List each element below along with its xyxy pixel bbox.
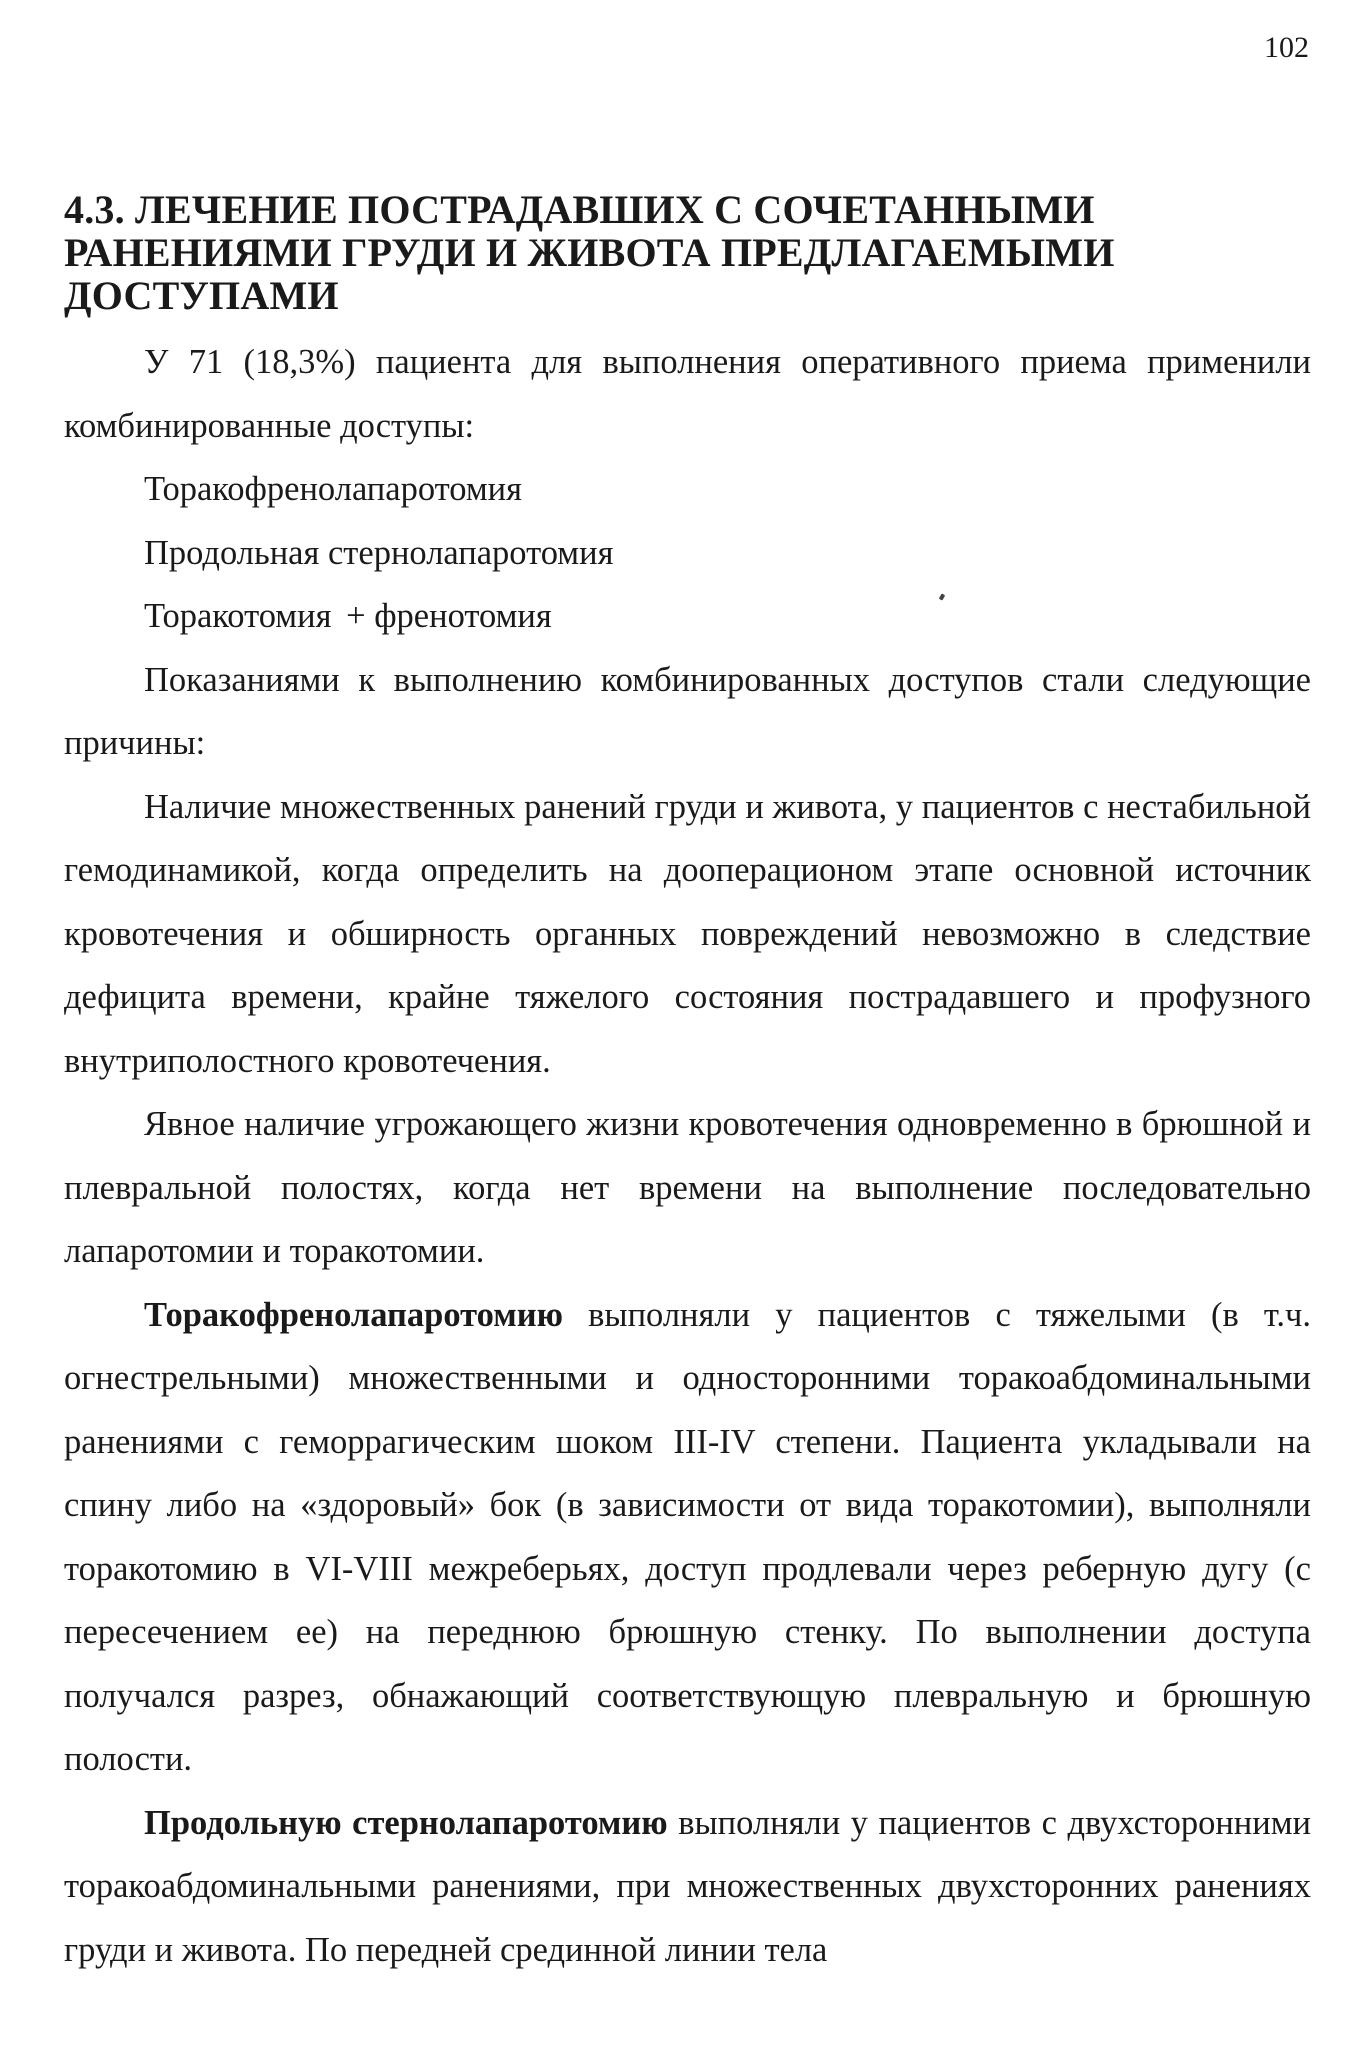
thoracophrenolaparotomy-paragraph xyxy=(64,1284,1311,1792)
indications-intro-paragraph: Показаниями к выполнению комбинированных доступов стали следующие причины: xyxy=(64,660,1311,762)
indication-paragraph-1: Наличие множественных ранений груди и живота, у пациентов с нестабильной гемодинамикой, когда определить на дооперационом этапе основной источник кровотечения и обширность органных повреждений невозможно в следствие дефицита времени, крайне тяжелого состояния пострадавшего и профузного внутриполостного кровотечения. xyxy=(64,787,1311,1080)
sternolaparotomy-term: Продольную стернолапаротомию xyxy=(144,1803,668,1842)
indication-paragraph-2: Явное наличие угрожающего жизни кровотечения одновременно в брюшной и плевральной полостях, когда нет времени на выполнение последовательно лапаротомии и торакотомии. xyxy=(64,1105,1311,1270)
sternolaparotomy-text: выполняли у пациентов с двухсторонними торакоабдоминальными ранениями, при множественных двухсторонних ранениях груди и живота. По передней срединной линии тела xyxy=(64,1803,1311,1969)
approach-item-2: Продольная стернолапаротомия xyxy=(144,533,614,572)
heading-line-2: РАНЕНИЯМИ ГРУДИ И ЖИВОТА ПРЕДЛАГАЕМЫМИ xyxy=(64,230,1115,275)
page-number: 102 xyxy=(1264,31,1309,64)
approach-item-3-right: + френотомия xyxy=(346,597,552,635)
thoracophrenolaparotomy-text: выполняли у пациентов с тяжелыми (в т.ч. огнестрельными) множественными и односторонними торакоабдоминальными ранениями с геморрагическим шоком III-IV степени. Пациента укладывали на спину либо на «здоровый» бок (в зависимости от вида торакотомии), выполняли торакотомию в VI-VIII межреберьях, доступ продлевали через реберную дугу (с пересечением ее) на переднюю брюшную стенку. По выполнении доступа получался разрез, обнажающий соответствующую плевральную и брюшную полости. xyxy=(64,1295,1311,1778)
approach-item-3 xyxy=(64,585,1311,649)
thoracophrenolaparotomy-term: Торакофренолапаротомию xyxy=(144,1295,563,1334)
intro-paragraph: У 71 (18,3%) пациента для выполнения оперативного приема применили комбинированные доступы: xyxy=(64,343,1311,445)
approach-item-1: Торакофренолапаротомия xyxy=(144,470,523,508)
approach-item-3-left: Торакотомия xyxy=(144,597,332,635)
heading-line-1: 4.3. ЛЕЧЕНИЕ ПОСТРАДАВШИХ С СОЧЕТАННЫМИ xyxy=(64,187,1095,232)
sternolaparotomy-paragraph xyxy=(64,1792,1311,1983)
document-body xyxy=(64,188,1311,1982)
section-heading xyxy=(64,188,1311,317)
heading-line-3: ДОСТУПАМИ xyxy=(64,273,339,318)
